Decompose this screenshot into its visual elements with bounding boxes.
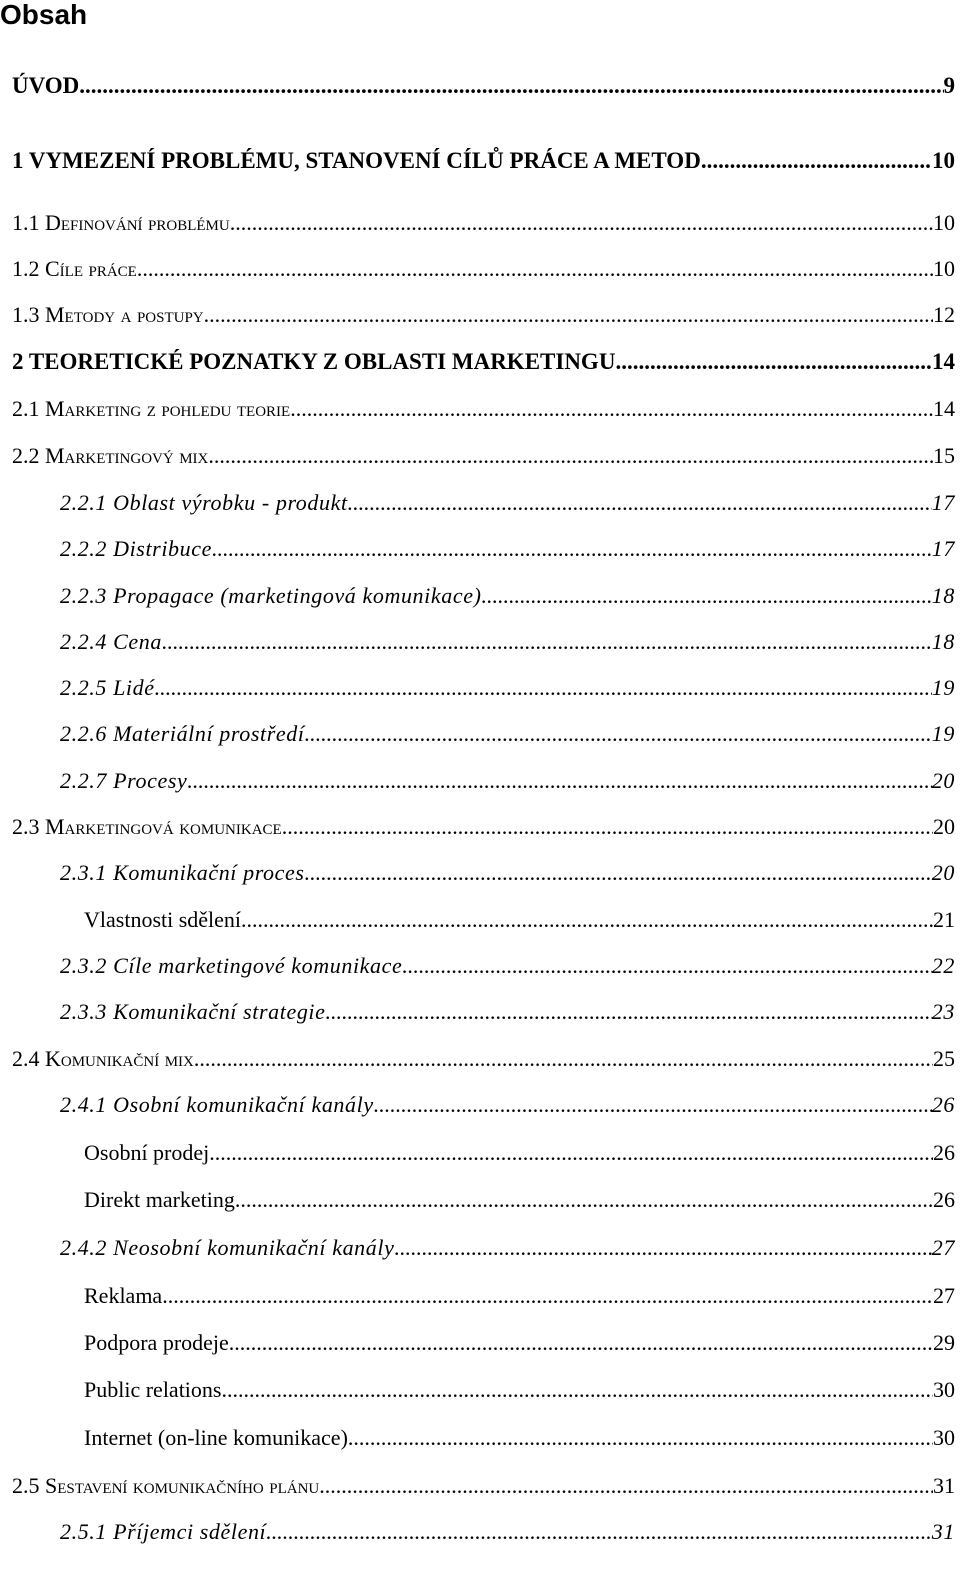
toc-entry-page-number: 18 (931, 629, 955, 654)
dot-leader (194, 1042, 933, 1076)
toc-entry[interactable] (60, 625, 955, 659)
toc-entry-page-number: 19 (931, 721, 955, 746)
toc-entry-title: 2.4.1 Osobní komunikační kanály (60, 1092, 374, 1117)
toc-entry-title: 2.2.1 Oblast výrobku - produkt (60, 490, 348, 515)
toc-entry[interactable] (84, 1421, 955, 1455)
dot-leader (402, 949, 931, 983)
toc-entry-title: 2.2.6 Materiální prostředí (60, 721, 305, 746)
toc-entry[interactable] (60, 1088, 955, 1122)
toc-entry-title: 2.4.2 Neosobní komunikační kanály (60, 1235, 395, 1260)
toc-entry-page-number: 31 (933, 1473, 955, 1498)
toc-entry[interactable] (84, 1326, 955, 1360)
toc-entry-page-number: 17 (931, 490, 955, 515)
toc-entry-page-number: 18 (931, 583, 955, 608)
toc-entry-page-number: 26 (931, 1092, 955, 1117)
toc-entry-page-number: 31 (931, 1519, 955, 1544)
toc-entry-title: 2.2.4 Cena (60, 629, 162, 654)
toc-entry-page-number: 20 (933, 814, 955, 839)
toc-entry-page-number: 20 (931, 860, 955, 885)
dot-leader (241, 903, 933, 937)
dot-leader (162, 625, 932, 659)
toc-entry[interactable] (60, 995, 955, 1029)
toc-entry-title: Direkt marketing (84, 1187, 235, 1212)
toc-entry[interactable] (60, 856, 955, 890)
toc-entry-title: 2.3.2 Cíle marketingové komunikace (60, 953, 403, 978)
toc-entry[interactable] (12, 69, 955, 103)
toc-entry-page-number: 17 (931, 536, 955, 561)
toc-entry-title: ÚVOD (12, 73, 80, 98)
dot-leader (137, 252, 933, 286)
toc-entry-page-number: 30 (933, 1425, 955, 1450)
toc-entry[interactable] (12, 206, 955, 240)
toc-entry-page-number: 10 (932, 148, 955, 173)
dot-leader (266, 1515, 932, 1549)
toc-entry[interactable] (84, 903, 955, 937)
dot-leader (221, 1373, 933, 1407)
toc-entry[interactable] (12, 1469, 955, 1503)
toc-entry[interactable] (60, 532, 955, 566)
toc-entry-page-number: 27 (931, 1235, 955, 1260)
toc-entry[interactable] (12, 1042, 955, 1076)
toc-entry-page-number: 23 (931, 999, 955, 1024)
toc-entry-title: 1.2 Cíle práce (12, 256, 137, 281)
dot-leader (204, 298, 933, 332)
toc-entry[interactable] (12, 252, 955, 286)
dot-leader (615, 345, 932, 379)
toc-entry-page-number: 30 (933, 1377, 955, 1402)
dot-leader (374, 1088, 932, 1122)
toc-entry[interactable] (60, 717, 955, 751)
dot-leader (305, 717, 932, 751)
toc-entry[interactable] (84, 1136, 955, 1170)
toc-entry[interactable] (12, 392, 955, 426)
toc-entry-title: 2.2.7 Procesy (60, 768, 188, 793)
toc-entry-page-number: 29 (933, 1330, 955, 1355)
toc-entry-title: Osobní prodej (84, 1140, 210, 1165)
toc-entry-page-number: 15 (933, 443, 955, 468)
dot-leader (305, 856, 932, 890)
dot-leader (212, 532, 932, 566)
toc-entry[interactable] (60, 579, 955, 613)
toc-entry[interactable] (12, 345, 955, 379)
toc-entry-page-number: 14 (933, 396, 955, 421)
toc-entry-title: 1 VYMEZENÍ PROBLÉMU, STANOVENÍ CÍLŮ PRÁCE A METOD (12, 148, 701, 173)
toc-entry-title: 1.1 Definování problému (12, 210, 230, 235)
toc-entry[interactable] (12, 810, 955, 844)
toc-entry-page-number: 26 (933, 1187, 955, 1212)
dot-leader (229, 1326, 933, 1360)
toc-entry-title: 2.3 Marketingová komunikace (12, 814, 282, 839)
toc-entry-title: 2.3.3 Komunikační strategie (60, 999, 326, 1024)
toc-entry-page-number: 14 (932, 349, 955, 374)
toc-entry[interactable] (60, 1515, 955, 1549)
toc-entry[interactable] (12, 298, 955, 332)
toc-entry-page-number: 21 (933, 907, 955, 932)
toc-entry-title: 2.1 Marketing z pohledu teorie (12, 396, 291, 421)
toc-entry-title: Podpora prodeje (84, 1330, 229, 1355)
toc-entry[interactable] (60, 671, 955, 705)
toc-entry-title: 2.4 Komunikační mix (12, 1046, 194, 1071)
toc-entry-title: 2.3.1 Komunikační proces (60, 860, 305, 885)
toc-entry-title: 2.5.1 Příjemci sdělení (60, 1519, 267, 1544)
dot-leader (348, 1421, 933, 1455)
dot-leader (326, 995, 932, 1029)
toc-entry-title: 2.2.2 Distribuce (60, 536, 212, 561)
dot-leader (282, 810, 933, 844)
toc-entry[interactable] (12, 439, 955, 473)
toc-entry-page-number: 22 (931, 953, 955, 978)
toc-entry-page-number: 20 (931, 768, 955, 793)
toc-entry-page-number: 26 (933, 1140, 955, 1165)
dot-leader (290, 392, 933, 426)
dot-leader (348, 486, 932, 520)
toc-entry-title: 2.2.3 Propagace (marketingová komunikace) (60, 583, 482, 608)
toc-entry-page-number: 25 (933, 1046, 955, 1071)
toc-entry-page-number: 10 (933, 256, 955, 281)
toc-entry[interactable] (84, 1373, 955, 1407)
dot-leader (701, 144, 932, 178)
dot-leader (209, 1136, 933, 1170)
toc-entry-page-number: 12 (933, 302, 955, 327)
toc-entry-title: Internet (on-line komunikace) (84, 1425, 348, 1450)
toc-entry-title: Vlastnosti sdělení (84, 907, 242, 932)
dot-leader (208, 439, 933, 473)
toc-entry[interactable] (12, 144, 955, 178)
dot-leader (235, 1183, 933, 1217)
toc-entry-page-number: 27 (933, 1283, 955, 1308)
dot-leader (155, 671, 932, 705)
toc-entry[interactable] (84, 1183, 955, 1217)
toc-entry-title: 2.5 Sestavení komunikačního plánu (12, 1473, 320, 1498)
toc-entry-title: 2.2 Marketingový mix (12, 443, 209, 468)
toc-entry-title: 2 TEORETICKÉ POZNATKY Z OBLASTI MARKETINGU (12, 349, 616, 374)
toc-entry[interactable] (60, 764, 955, 798)
toc-entry-page-number: 9 (943, 73, 955, 98)
toc-entry-page-number: 19 (931, 675, 955, 700)
dot-leader (319, 1469, 933, 1503)
page-title: Obsah (0, 0, 88, 30)
dot-leader (162, 1279, 933, 1313)
dot-leader (79, 69, 943, 103)
toc-entry-title: 2.2.5 Lidé (60, 675, 155, 700)
toc-entry[interactable] (60, 1231, 955, 1265)
toc-entry[interactable] (84, 1279, 955, 1313)
toc-entry[interactable] (60, 486, 955, 520)
toc-entry-title: Reklama (84, 1283, 163, 1308)
toc-entry-page-number: 10 (933, 210, 955, 235)
dot-leader (230, 206, 933, 240)
toc-entry-title: Public relations (84, 1377, 222, 1402)
dot-leader (394, 1231, 931, 1265)
toc-entry-title: 1.3 Metody a postupy (12, 302, 204, 327)
dot-leader (187, 764, 931, 798)
dot-leader (482, 579, 932, 613)
toc-entry[interactable] (60, 949, 955, 983)
